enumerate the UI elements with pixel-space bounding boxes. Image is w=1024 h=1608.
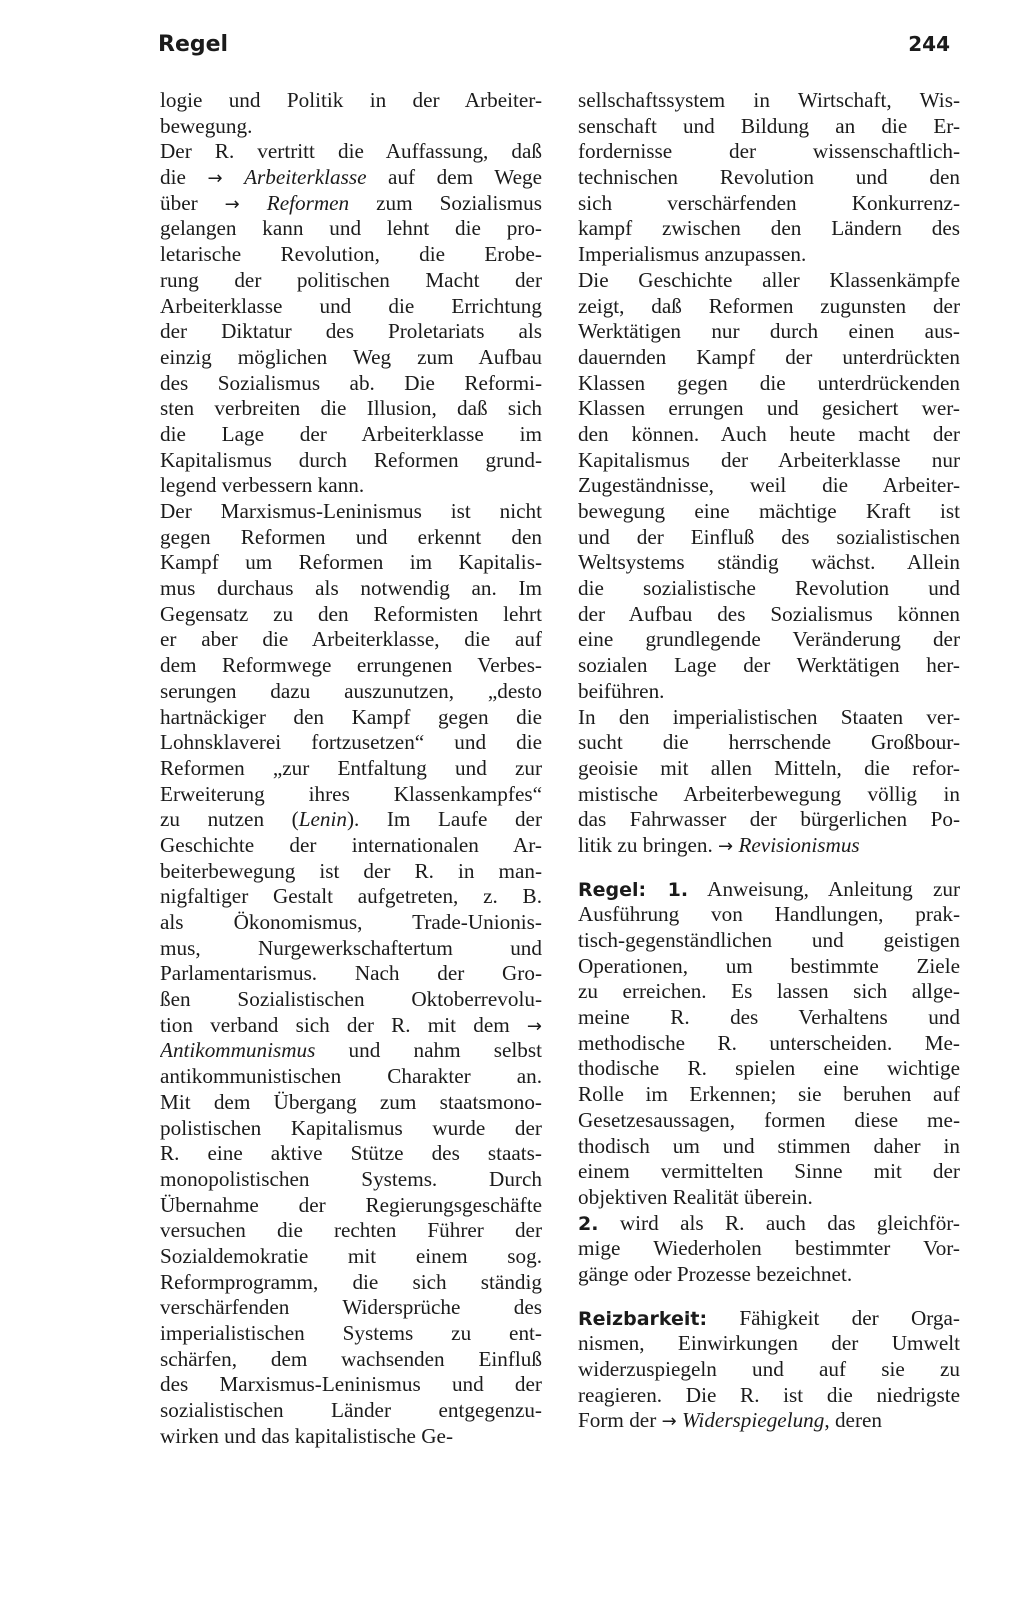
text-line: beiterbewegung ist der R. in man-	[160, 858, 542, 883]
text-line: legend verbessern kann.	[160, 473, 365, 498]
text-line: antikommunistischen Charakter an.	[160, 1064, 542, 1089]
text-line: Erweiterung ihres Klassenkampfes“	[160, 781, 542, 806]
running-head: Regel	[158, 32, 229, 57]
text-line: dauernden Kampf der unterdrückten	[578, 344, 960, 369]
text-line: Ausführung von Handlungen, prak-	[578, 902, 960, 927]
text-line: Kapitalismus durch Reformen grund-	[160, 447, 542, 472]
text-line: die → Arbeiterklasse auf dem Wege	[160, 165, 542, 190]
text-line: den können. Auch heute macht der	[578, 421, 960, 446]
text-line: der Diktatur des Proletariats als	[160, 319, 542, 344]
text-line: zu erreichen. Es lassen sich allge-	[578, 979, 960, 1004]
text-line: nismen, Einwirkungen der Umwelt	[578, 1331, 960, 1356]
text-line: Gegensatz zu den Reformisten lehrt	[160, 601, 542, 626]
text-line: gänge oder Prozesse bezeichnet.	[578, 1261, 853, 1286]
text-line: Kapitalismus der Arbeiterklasse nur	[578, 447, 960, 472]
text-line: des Marxismus-Leninismus und der	[160, 1372, 542, 1397]
text-line: Sozialdemokratie mit einem sog.	[160, 1243, 542, 1268]
text-line: letarische Revolution, die Erobe-	[160, 242, 542, 267]
text-line: R. eine aktive Stütze des staats-	[160, 1141, 542, 1166]
text-line: das Fahrwasser der bürgerlichen Po-	[578, 807, 960, 832]
text-line: logie und Politik in der Arbeiter-	[160, 88, 542, 112]
text-line: mus durchaus als notwendig an. Im	[160, 576, 542, 601]
text-line: Lohnsklaverei fortzusetzen“ und die	[160, 730, 542, 755]
text-line: objektiven Realität überein.	[578, 1184, 813, 1209]
text-line: er aber die Arbeiterklasse, die auf	[160, 627, 542, 652]
text-line: senschaft und Bildung an die Er-	[578, 113, 960, 138]
text-line: als Ökonomismus, Trade-Unionis-	[160, 910, 542, 934]
text-line: rung der politischen Macht der	[160, 267, 542, 292]
text-line: einem vermittelten Sinne mit der	[578, 1159, 960, 1184]
text-line: Reformprogramm, die sich ständig	[160, 1269, 542, 1294]
section-gap	[578, 1288, 960, 1306]
text-line: reagieren. Die R. ist die niedrigste	[578, 1382, 960, 1407]
text-line: hartnäckiger den Kampf gegen die	[160, 704, 542, 729]
text-line: Der Marxismus-Leninismus ist nicht	[160, 499, 542, 523]
text-line: nigfaltiger Gestalt aufgetreten, z. B.	[160, 884, 542, 909]
text-line: methodische R. unterscheiden. Me-	[578, 1030, 960, 1055]
text-line: Zugeständnisse, weil die Arbeiter-	[578, 473, 960, 498]
text-line: sich verschärfenden Konkurrenz-	[578, 190, 960, 215]
text-line: Antikommunismus und nahm selbst	[160, 1038, 542, 1063]
text-line: beiführen.	[578, 678, 665, 703]
text-line: ßen Sozialistischen Oktoberrevolu-	[160, 987, 542, 1012]
text-line: polistischen Kapitalismus wurde der	[160, 1115, 542, 1140]
text-line: Kampf um Reformen im Kapitalis-	[160, 550, 542, 575]
text-line: monopolistischen Systems. Durch	[160, 1166, 542, 1191]
text-line: fordernisse der wissenschaftlich-	[578, 139, 960, 164]
text-line: Klassen errungen und gesichert wer-	[578, 396, 960, 421]
text-line: thodische R. spielen eine wichtige	[578, 1056, 960, 1081]
text-line: die Lage der Arbeiterklasse im	[160, 421, 542, 446]
text-line: verschärfenden Widersprüche des	[160, 1295, 542, 1320]
text-line: Rolle im Erkennen; sie beruhen auf	[578, 1082, 960, 1107]
text-line: schärfen, dem wachsenden Einfluß	[160, 1346, 542, 1371]
text-line: mige Wiederholen bestimmter Vor-	[578, 1236, 960, 1261]
text-line: thodisch um und stimmen daher in	[578, 1133, 960, 1158]
right-column	[578, 88, 960, 1434]
text-line: mistische Arbeiterbewegung völlig in	[578, 781, 960, 806]
text-line: dem Reformwege errungenen Verbes-	[160, 653, 542, 678]
text-line: Klassen gegen die unterdrückenden	[578, 370, 960, 395]
text-line: Weltsystems ständig wächst. Allein	[578, 550, 960, 575]
text-line: Parlamentarismus. Nach der Gro-	[160, 961, 542, 986]
text-line: Imperialismus anzupassen.	[578, 242, 807, 267]
text-line: Geschichte der internationalen Ar-	[160, 832, 542, 857]
text-line: tion verband sich der R. mit dem →	[160, 1012, 542, 1037]
text-line: Reformen „zur Entfaltung und zur	[160, 755, 542, 780]
text-line: des Sozialismus ab. Die Reformi-	[160, 370, 542, 395]
text-line: litik zu bringen. → Revisionismus	[578, 832, 860, 857]
text-line: über → Reformen zum Sozialismus	[160, 190, 542, 215]
text-line: widerzuspiegeln und auf sie zu	[578, 1357, 960, 1381]
text-line: Reizbarkeit: Fähigkeit der Orga-	[578, 1305, 960, 1330]
text-line: tisch-gegenständlichen und geistigen	[578, 928, 960, 952]
text-line: gelangen kann und lehnt die pro-	[160, 216, 542, 241]
text-line: imperialistischen Systems zu ent-	[160, 1321, 542, 1345]
left-column	[160, 88, 542, 1449]
text-line: geoisie mit allen Mitteln, die refor-	[578, 755, 960, 780]
text-line: mus, Nurgewerkschaftertum und	[160, 935, 542, 960]
text-line: gegen Reformen und erkennt den	[160, 524, 542, 549]
text-line: sozialistischen Länder entgegenzu-	[160, 1398, 542, 1423]
text-line: Operationen, um bestimmte Ziele	[578, 953, 960, 978]
text-line: sten verbreiten die Illusion, daß sich	[160, 396, 542, 421]
text-line: einzig möglichen Weg zum Aufbau	[160, 344, 542, 369]
text-line: Werktätigen nur durch einen aus-	[578, 319, 960, 344]
text-line: serungen dazu auszunutzen, „desto	[160, 678, 542, 703]
text-line: eine grundlegende Veränderung der	[578, 627, 960, 652]
text-line: 2. wird als R. auch das gleichför-	[578, 1210, 960, 1235]
text-line: Mit dem Übergang zum staatsmono-	[160, 1089, 542, 1114]
text-line: kampf zwischen den Ländern des	[578, 216, 960, 241]
page-header	[158, 32, 950, 68]
text-line: sellschaftssystem in Wirtschaft, Wis-	[578, 88, 960, 112]
text-line: meine R. des Verhaltens und	[578, 1005, 960, 1030]
text-line: Arbeiterklasse und die Errichtung	[160, 293, 542, 318]
text-line: der Aufbau des Sozialismus können	[578, 601, 960, 626]
text-line: Übernahme der Regierungsgeschäfte	[160, 1192, 542, 1217]
text-line: Gesetzesaussagen, formen diese me-	[578, 1107, 960, 1132]
text-line: und der Einfluß des sozialistischen	[578, 524, 960, 549]
text-line: Die Geschichte aller Klassenkämpfe	[578, 267, 960, 292]
text-line: sucht die herrschende Großbour-	[578, 730, 960, 755]
text-line: In den imperialistischen Staaten ver-	[578, 704, 960, 729]
text-line: Regel: 1. Anweisung, Anleitung zur	[578, 876, 960, 901]
page-number: 244	[908, 32, 950, 56]
text-line: die sozialistische Revolution und	[578, 576, 960, 601]
text-line: technischen Revolution und den	[578, 165, 960, 190]
text-line: zu nutzen (Lenin). Im Laufe der	[160, 807, 542, 832]
text-line: zeigt, daß Reformen zugunsten der	[578, 293, 960, 318]
text-line: Form der → Widerspiegelung, deren	[578, 1408, 883, 1433]
text-line: versuchen die rechten Führer der	[160, 1218, 542, 1243]
text-line: wirken und das kapitalistische Ge-	[160, 1423, 454, 1448]
section-gap	[578, 859, 960, 877]
text-line: bewegung.	[160, 113, 253, 138]
text-line: sozialen Lage der Werktätigen her-	[578, 653, 960, 678]
text-line: Der R. vertritt die Auffassung, daß	[160, 139, 542, 164]
text-line: bewegung eine mächtige Kraft ist	[578, 499, 960, 523]
